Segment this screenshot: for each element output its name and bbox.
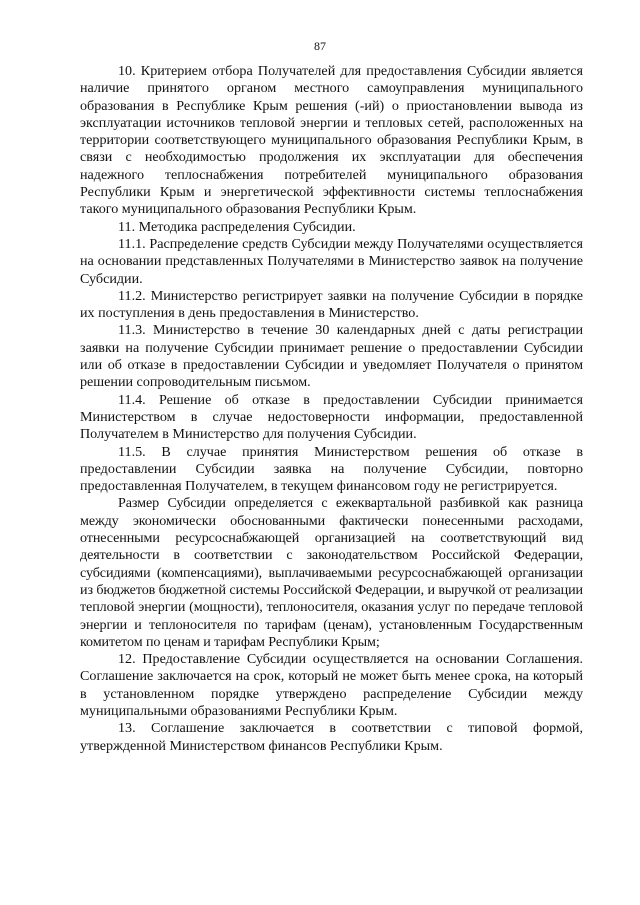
paragraph-subsidy-size: Размер Субсидии определяется с ежеквартальной разбивкой как разница между экономически обоснованными фактически понесенными расходами, отнесенными ресурсоснабжающей организацией на соответствующий вид деятельности в соответствии с законодательством Российской Федерации, субсидиями (компенсациями), выплачиваемыми ресурсоснабжающей организации из бюджетов бюджетной системы Российской Федерации, и выручкой от реализации тепловой энергии (мощности), теплоносителя, оказания услуг по передаче тепловой энергии и теплоносителя по тарифам (ценам), установленным Государственным комитетом по ценам и тарифам Республики Крым; (80, 495, 583, 650)
paragraph-13: 13. Соглашение заключается в соответствии с типовой формой, утвержденной Министерством финансов Республики Крым. (80, 720, 583, 754)
paragraph-11-1: 11.1. Распределение средств Субсидии между Получателями осуществляется на основании представленных Получателями в Министерство заявок на получение Субсидии. (80, 235, 583, 287)
document-body (80, 63, 583, 755)
paragraph-12: 12. Предоставление Субсидии осуществляется на основании Соглашения. Соглашение заключается на срок, который не может быть менее срока, на который в установленном порядке утверждено распределение Субсидии между муниципальными образованиями Республики Крым. (80, 651, 583, 719)
paragraph-10: 10. Критерием отбора Получателей для предоставления Субсидии является наличие принятого органом местного самоуправления муниципального образования в Республике Крым решения (-ий) о приостановлении вывода из эксплуатации источников тепловой энергии и тепловых сетей, расположенных на территории соответствующего муниципального образования Республики Крым, в связи с необходимостью продолжения их эксплуатации для обеспечения надежного теплоснабжения потребителей муниципального образования Республики Крым и энергетической эффективности системы теплоснабжения такого муниципального образования Республики Крым. (80, 63, 583, 218)
paragraph-11-2: 11.2. Министерство регистрирует заявки на получение Субсидии в порядке их поступления в день предоставления в Министерство. (80, 287, 583, 322)
paragraph-11-4: 11.4. Решение об отказе в предоставлении Субсидии принимается Министерством в случае недостоверности информации, предоставленной Получателем в Министерство для получения Субсидии. (80, 391, 583, 443)
paragraph-11: 11. Методика распределения Субсидии. (118, 218, 356, 235)
page-number: 87 (314, 39, 326, 53)
paragraph-11-5: 11.5. В случае принятия Министерством решения об отказе в предоставлении Субсидии заявка на получение Субсидии, повторно предоставленная Получателем, в текущем финансовом году не регистрируется. (80, 443, 583, 495)
paragraph-11-3: 11.3. Министерство в течение 30 календарных дней с даты регистрации заявки на получение Субсидии принимает решение о предоставлении Субсидии или об отказе в предоставлении Субсидии и уведомляет Получателя о принятом решении сопроводительным письмом. (80, 322, 583, 391)
